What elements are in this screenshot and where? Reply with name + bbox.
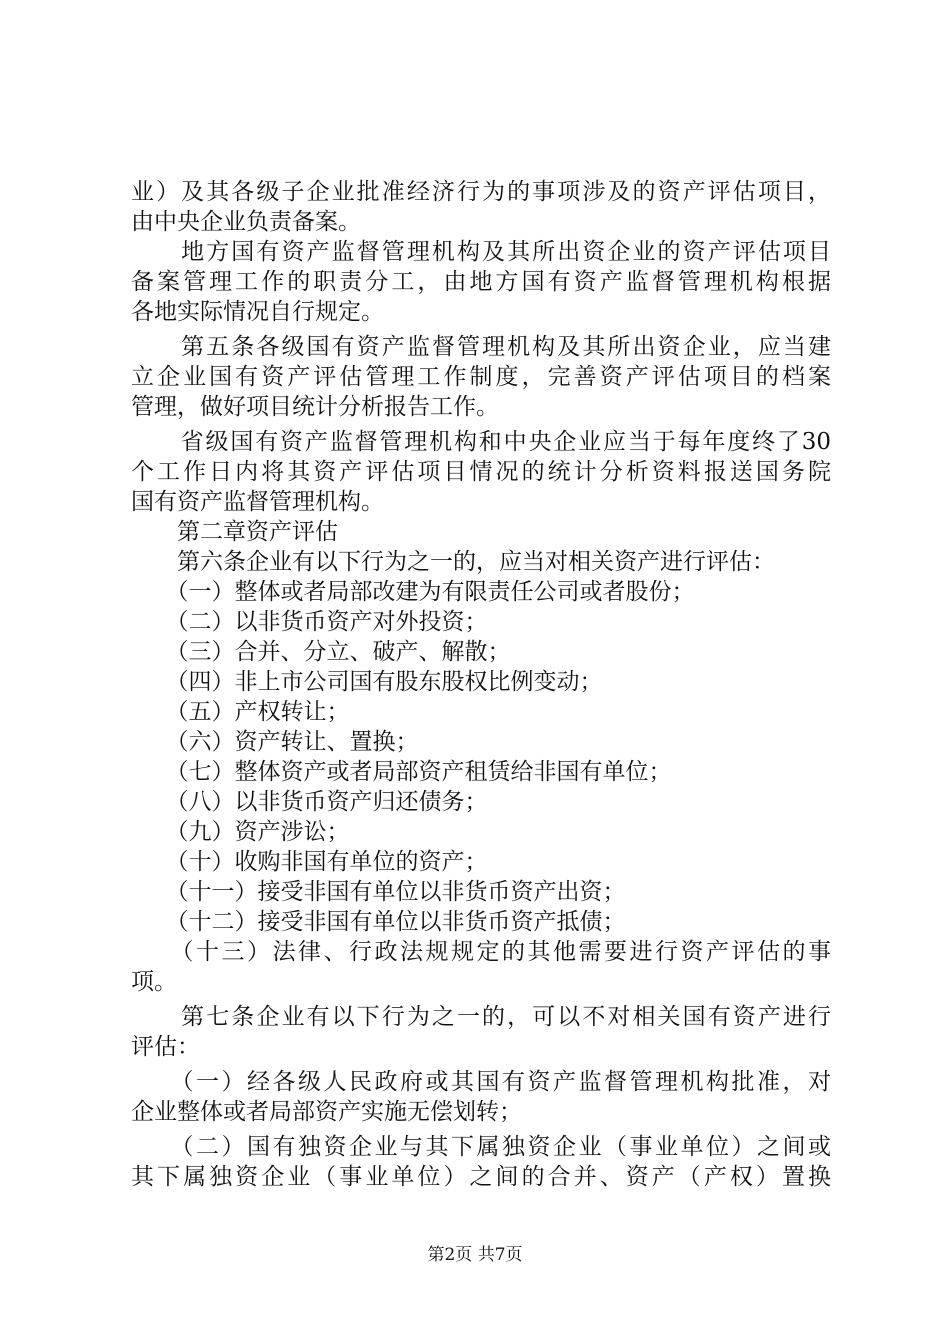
text-line: 备案管理工作的职责分工，由地方国有资产监督管理机构根据 bbox=[131, 269, 831, 295]
text-line: 省级国有资产监督管理机构和中央企业应当于每年度终了30 bbox=[131, 429, 831, 455]
text-line: 业）及其各级子企业批准经济行为的事项涉及的资产评估项目， bbox=[131, 179, 831, 205]
text-line: 国有资产监督管理机构。 bbox=[131, 489, 384, 515]
list-item: （十三）法律、行政法规规定的其他需要进行资产评估的事 bbox=[131, 939, 831, 965]
list-item: （五）产权转让； bbox=[131, 699, 350, 725]
list-item: （二）国有独资企业与其下属独资企业（事业单位）之间或 bbox=[131, 1134, 831, 1160]
list-item: （十一）接受非国有单位以非货币资产出资； bbox=[131, 879, 626, 905]
text-line: 第六条企业有以下行为之一的，应当对相关资产进行评估： bbox=[131, 549, 775, 575]
list-item: （八）以非货币资产归还债务； bbox=[131, 789, 488, 815]
text-line: 企业整体或者局部资产实施无偿划转； bbox=[131, 1099, 522, 1125]
text-line: 个工作日内将其资产评估项目情况的统计分析资料报送国务院 bbox=[131, 459, 831, 485]
text-line: 各地实际情况自行规定。 bbox=[131, 299, 384, 325]
page-number-footer: 第2页 共7页 bbox=[427, 1245, 523, 1265]
text-line: 立企业国有资产评估管理工作制度，完善资产评估项目的档案 bbox=[131, 364, 831, 390]
chapter-heading: 第二章资产评估 bbox=[131, 519, 338, 545]
text-line: 项。 bbox=[131, 969, 177, 995]
text-line: 其下属独资企业（事业单位）之间的合并、资产（产权）置换 bbox=[131, 1164, 831, 1190]
list-item: （六）资产转让、置换； bbox=[131, 729, 419, 755]
list-item: （九）资产涉讼； bbox=[131, 819, 350, 845]
text-line: 管理，做好项目统计分析报告工作。 bbox=[131, 394, 499, 420]
text-line: 评估： bbox=[131, 1034, 200, 1060]
list-item: （二）以非货币资产对外投资； bbox=[131, 609, 488, 635]
text-line: 第七条企业有以下行为之一的，可以不对相关国有资产进行 bbox=[131, 1004, 831, 1030]
list-item: （一）经各级人民政府或其国有资产监督管理机构批准，对 bbox=[131, 1069, 831, 1095]
list-item: （一）整体或者局部改建为有限责任公司或者股份； bbox=[131, 579, 695, 605]
text-line: 第五条各级国有资产监督管理机构及其所出资企业，应当建 bbox=[131, 334, 831, 360]
list-item: （三）合并、分立、破产、解散； bbox=[131, 639, 511, 665]
list-item: （十）收购非国有单位的资产； bbox=[131, 849, 488, 875]
text-line: 地方国有资产监督管理机构及其所出资企业的资产评估项目 bbox=[131, 239, 831, 265]
list-item: （四）非上市公司国有股东股权比例变动； bbox=[131, 669, 603, 695]
text-line: 由中央企业负责备案。 bbox=[131, 209, 361, 235]
list-item: （十二）接受非国有单位以非货币资产抵债； bbox=[131, 909, 626, 935]
list-item: （七）整体资产或者局部资产租赁给非国有单位； bbox=[131, 759, 672, 785]
